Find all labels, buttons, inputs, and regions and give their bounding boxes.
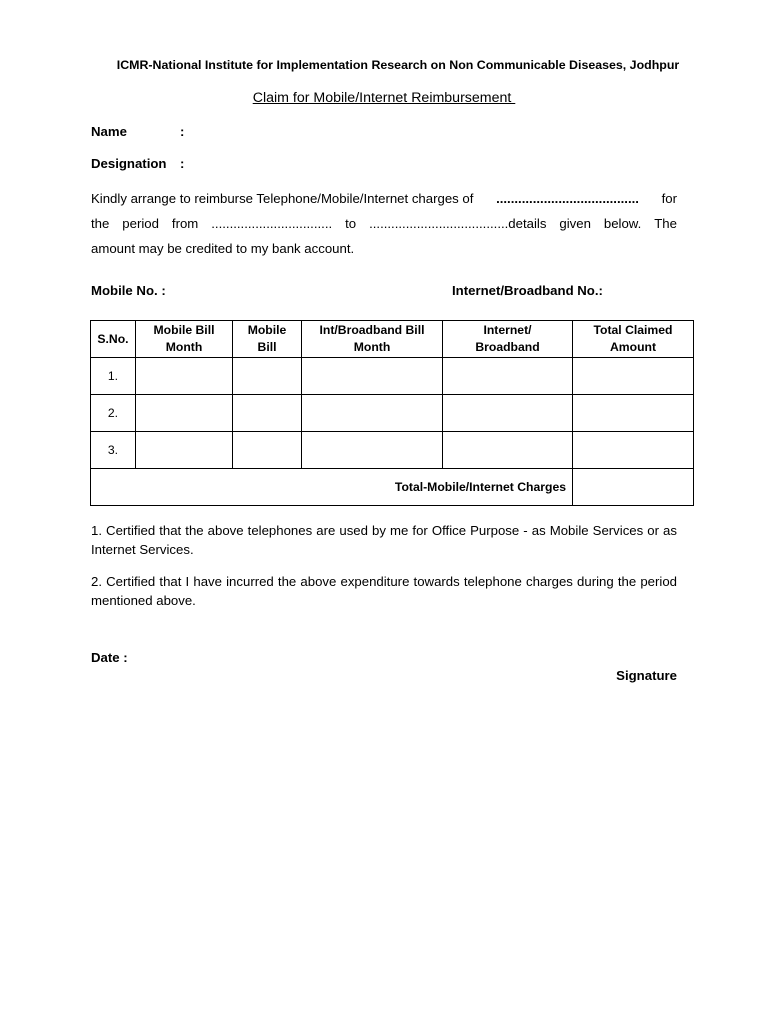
col-header-internet-broadband: Internet/ Broadband [443,321,573,358]
int-bill-month-cell[interactable] [302,358,443,395]
internet-no-label: Internet/Broadband No.: [452,283,603,298]
col-header-int-bill-month: Int/Broadband Bill Month [302,321,443,358]
designation-field [91,156,184,171]
mobile-bill-cell[interactable] [233,432,302,469]
total-claimed-cell[interactable] [573,432,694,469]
table-row [91,432,694,469]
col-header-mobile-bill: Mobile Bill [233,321,302,358]
name-colon: : [180,124,185,139]
request-word: the [91,216,110,231]
mobile-bill-month-cell[interactable] [136,432,233,469]
request-word: below. [603,216,642,231]
certification-1: 1. Certified that the above telephones are used by me for Office Purpose - as Mobile Services or as Internet Services. [91,523,677,557]
table-total-row [91,469,694,506]
request-word: The [654,216,677,231]
certification-2: 2. Certified that I have incurred the above expenditure towards telephone charges during the period mentioned above. [91,574,677,608]
amount-dots: ....................................... [496,191,639,206]
request-word: period [122,216,159,231]
col-header-sno: S.No. [91,321,136,358]
request-line-1-start: Kindly arrange to reimburse Telephone/Mobile/Internet charges of [91,191,474,206]
request-line-1 [91,186,677,211]
request-line-1-end: for [661,191,677,206]
designation-label: Designation [91,156,167,171]
institute-name: ICMR-National Institute for Implementation Research on Non Communicable Diseases, Jodhpur [116,58,680,72]
mobile-bill-month-cell[interactable] [136,395,233,432]
row-sno: 1. [91,358,136,395]
table-row [91,395,694,432]
internet-broadband-cell[interactable] [443,358,573,395]
request-word: from [171,216,199,231]
name-field [91,124,184,139]
mobile-bill-cell[interactable] [233,358,302,395]
designation-colon: : [180,156,185,171]
total-claimed-cell[interactable] [573,395,694,432]
request-paragraph [91,186,677,261]
period-to-dots: ......................................details [369,216,547,231]
col-header-total-claimed: Total Claimed Amount [573,321,694,358]
form-title: Claim for Mobile/Internet Reimbursement [252,90,516,106]
internet-broadband-cell[interactable] [443,395,573,432]
row-sno: 2. [91,395,136,432]
mobile-bill-month-cell[interactable] [136,358,233,395]
total-charges-label: Total-Mobile/Internet Charges [91,469,573,506]
name-label: Name [91,124,127,139]
int-bill-month-cell[interactable] [302,432,443,469]
internet-broadband-cell[interactable] [443,432,573,469]
contact-numbers-row [91,283,691,298]
request-line-3: amount may be credited to my bank account. [91,241,355,256]
request-line-2 [91,211,677,236]
period-from-dots: ................................. [211,216,333,231]
charges-table [90,320,694,506]
request-word: to [345,216,357,231]
int-bill-month-cell[interactable] [302,395,443,432]
row-sno: 3. [91,432,136,469]
request-word: given [559,216,591,231]
col-header-mobile-bill-month: Mobile Bill Month [136,321,233,358]
total-claimed-cell[interactable] [573,358,694,395]
date-label: Date : [91,650,128,665]
signature-label: Signature [616,668,677,683]
mobile-bill-cell[interactable] [233,395,302,432]
total-charges-cell[interactable] [573,469,694,506]
table-row [91,358,694,395]
table-header-row [91,321,694,358]
mobile-no-label: Mobile No. : [91,283,166,298]
